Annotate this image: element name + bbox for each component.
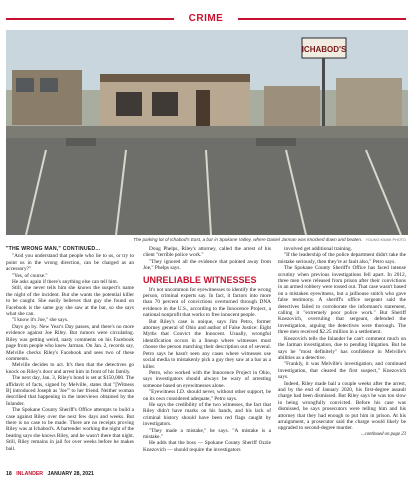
paragraph: involved get additional training.: [284, 246, 352, 252]
paragraph: "Frankly, it was Melville's investigation, and continued investigation, that cleared the first suspect," Knezovich says.: [278, 361, 406, 381]
paragraph: He adds that the boss — Spokane County Sheriff Ozzie Knezovich — should require the investigators: [143, 440, 271, 453]
page-number: 18: [6, 471, 12, 477]
photo-caption: [6, 237, 406, 242]
article-column-1: [6, 246, 134, 452]
paragraph: "They made a mistake," he says. "A mistake is a mistake.": [143, 427, 271, 440]
paragraph: "I know it's Joe," she says.: [12, 317, 69, 324]
paragraph: "And you understand that people who lie to us, or try to point us in the wrong direction, can be charged as an accessory?": [6, 253, 134, 273]
section-subhead: UNRELIABLE WITNESSES: [143, 274, 257, 285]
photo-credit: YOUNG KWAK PHOTO: [365, 238, 406, 242]
article-column-3: [278, 246, 406, 438]
paragraph: "If the leadership of the police department didn't take the mistake seriously, then they're at fault also," Petro says.: [278, 252, 406, 265]
section-label: CRIME: [188, 13, 224, 24]
paragraph: He says the credibility of the two witnesses, the fact that Riley didn't have marks on his hands, and his lack of criminal history should have been red flags caught by investigators.: [143, 401, 271, 428]
paragraph: The Spokane County Sheriff's Office attempts to build a case against Riley over the next few days and weeks. But there is no case to be made. There are no receipts proving Riley was at Ichabod's. A bartender working the night of the beating says she knows Riley, and he wasn't there that night. Still, Riley remains in jail for over weeks before he makes bail.: [6, 407, 135, 452]
paragraph: Doug Phelps, Riley's attorney, called the arrest of his client "terrible police work.": [143, 246, 271, 259]
page-footer: [6, 470, 94, 478]
bar-sign-text: ICHABOD'S: [301, 45, 347, 54]
paragraph: The Spokane County Sheriff's Office has faced intense scrutiny when previous investigations fell apart. In 2012, three men were released from prison after their convictions in an armed robbery were tossed out. That case wasn't based on a mistaken eyewitness, but a jailhouse snitch who gave false testimony. A sheriff's office sergeant said the detectives failed to corroborate the informant's statement, calling it "extremely poor police work." But Sheriff Knezovich, overruling that sergeant, defended the investigation, arguing the detectives were thorough. The three men received $2.25 million in a settlement.: [278, 265, 406, 336]
bar-parking-lot-photo: [6, 30, 408, 235]
paragraph: He asks again if there's anything else can tell him.: [12, 279, 118, 286]
paragraph: The next day, Jan. 3, Riley's bond is set at $150,000. The affidavit of facts, signed by Melville, states that "[Witness B] introduced Joseph as 'Joe'" to her friend. Neither woman described that happening in the interviews obtained by the Inlander.: [6, 375, 134, 407]
paragraph: Melville decides to act. It's then that the detectives go knock on Riley's door and arrest him in front of his family.: [6, 362, 134, 375]
paragraph: "Eyewitness I.D. should never, without other support, be on its own considered adequate," Petro says.: [143, 389, 271, 402]
continued-kicker: "THE WRONG MAN," CONTINUED...: [6, 246, 101, 252]
paragraph: Days go by. New Year's Day passes, and there's no more evidence against Joe Riley. But rumors were circulating. Riley was getting weird, nasty comments on his Facebook page from people who knew Jarman. On Jan. 2, records say, Melville checks Riley's Facebook and sees two of these comments.: [6, 323, 134, 362]
caption-text: The parking lot of Ichabod's East, a bar in Spokane Valley, where Daniel Jarman was knocked down and beaten.: [133, 237, 363, 242]
paragraph: Indeed, Riley made bail a couple weeks after the arrest, and by the end of January 2020, his first-degree assault charge had been dismissed. But Riley says he was too slow in being wrongfully convicted. Before his case was dismissed, he says prosecutors were telling him and his attorney that they had enough to put him in prison. At his arraignment, a prosecutor said the charge would likely be upgraded to second-degree murder.: [278, 380, 406, 432]
paragraph: "They ignored all the evidence that pointed away from Joe," Phelps says.: [143, 258, 271, 272]
header-rule-right: [238, 18, 406, 20]
paragraph: Petro, who worked with the Innocence Project in Ohio, says investigators should always be wary of arresting someone based on eyewitnesses alone.: [143, 369, 271, 389]
publication-name: INLANDER: [16, 471, 44, 477]
header-rule-left: [6, 18, 174, 20]
article-column-2: [143, 246, 271, 453]
paragraph: Knezovich tells the Inlander he can't comment much on the Jarman investigation, due to pending litigation. But he says he "most definitely" has confidence in Melville's abilities as a detective.: [278, 335, 406, 361]
paragraph: It's not uncommon for eyewitnesses to identify the wrong person, criminal experts say. In fact, it factors into more than 70 percent of convictions overturned through DNA evidence in the U.S., according to the Innocence Project, a national nonprofit that works to free innocent people.: [143, 286, 271, 319]
continued-on-note: ...continued on page 23: [360, 431, 406, 437]
section-header: [0, 13, 412, 25]
paragraph: "Yes, of course.": [12, 272, 48, 279]
issue-date: JANUARY 28, 2021: [47, 471, 94, 477]
paragraph: Still, she never tells him she knows the suspect's name the night of the incident. But she wants the potential killer to be caught. She easily believes that guy she found on Facebook is the same guy she saw at the bar, so she says what she can.: [6, 285, 134, 318]
paragraph: But Riley's case is unique, says Jim Petro, former attorney general of Ohio and author of False Justice: Eight Myths that Convict the Innocent. Usually, wrongful identification occurs in a lineup where witnesses must choose the person matching their description out of several. Petro says he hasn't seen any cases where witnesses use social media to mistakenly pick a guy they saw at a bar as a killer.: [143, 318, 271, 370]
